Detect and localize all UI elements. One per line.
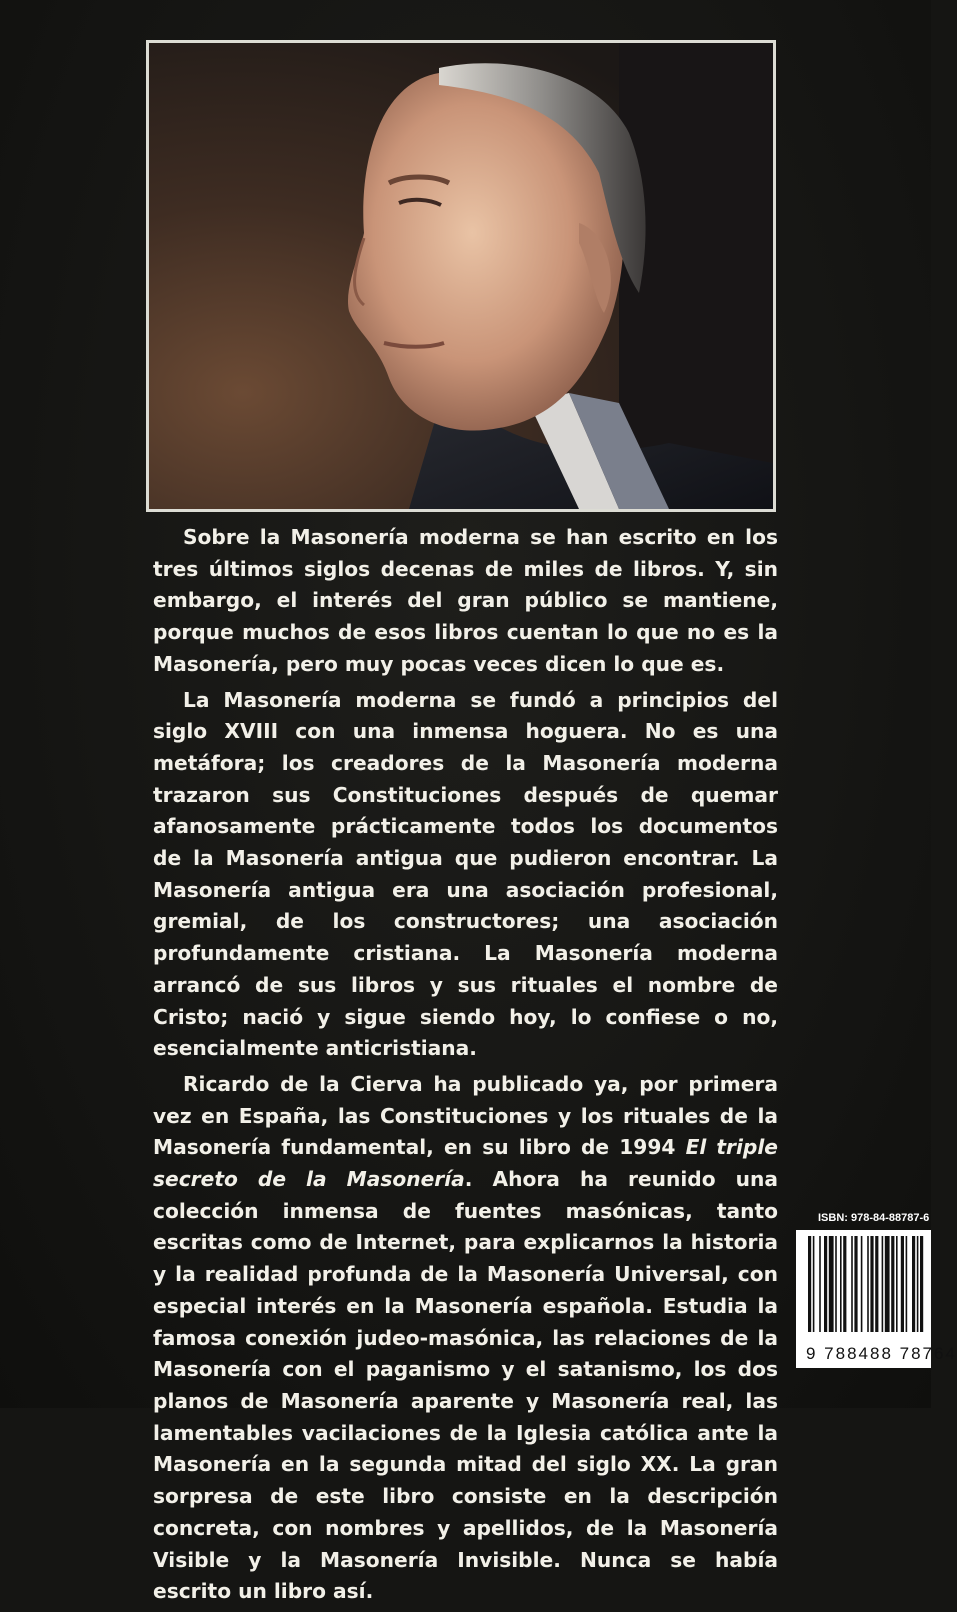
barcode-bar xyxy=(920,1236,923,1332)
barcode-bar xyxy=(875,1236,878,1332)
synopsis-paragraph-1: Sobre la Masonería moderna se han escrito en los tres últimos siglos decenas de miles de libros. Y, sin embargo, el interés del gran público se mantiene, porque muchos de esos libros cuentan lo que no es la Masonería, pero muy pocas veces dicen lo que es. xyxy=(153,525,778,676)
paragraph-3-intro: Ricardo de la Cierva ha publicado ya, por primera vez en España, las Constituciones y los rituales de la Masonería fundamental, en su libro de 1994 xyxy=(153,1071,778,1160)
synopsis-paragraph-2: La Masonería moderna se fundó a principios del siglo XVIII con una inmensa hoguera. No es una metáfora; los creadores de la Masonería moderna trazaron sus Constituciones después de quemar afanosamente prácticamente todos los documentos de la Masonería antigua que pudieron encontrar. La Masonería antigua era una asociación profesional, gremial, de los constructores; una asociación profundamente cristiana. La Masonería moderna arrancó de sus libros y sus rituales el nombre de Cristo; nació y sigue siendo hoy, lo confiese o no, esencialmente anticristiana. xyxy=(153,687,778,1061)
barcode-bars xyxy=(796,1230,931,1340)
barcode-bar xyxy=(891,1236,894,1332)
barcode-bar xyxy=(813,1236,815,1332)
barcode-bar xyxy=(882,1236,884,1332)
isbn-barcode-block xyxy=(796,1212,957,1372)
barcode-bar xyxy=(870,1236,873,1332)
barcode-bar xyxy=(896,1236,898,1332)
barcode-bar xyxy=(824,1236,827,1332)
barcode-bar xyxy=(912,1236,915,1332)
author-photo xyxy=(146,40,776,512)
barcode-bar xyxy=(840,1236,842,1332)
synopsis-paragraph-3 xyxy=(153,1069,778,1608)
barcode-bar xyxy=(867,1236,869,1332)
barcode-digits: 9 788488 78764 xyxy=(806,1344,957,1363)
barcode-bar xyxy=(901,1236,904,1332)
barcode-bar xyxy=(854,1236,857,1332)
barcode-bar xyxy=(808,1236,811,1332)
isbn-label: ISBN: 978-84-88787-6 xyxy=(818,1212,930,1224)
barcode-bar xyxy=(835,1236,837,1332)
barcode-bar xyxy=(829,1236,834,1332)
author-portrait-image xyxy=(149,43,773,509)
barcode-bar xyxy=(906,1236,908,1332)
barcode-bar xyxy=(861,1236,863,1332)
referenced-book-title: El triple secreto de la Masonería xyxy=(153,1135,778,1192)
barcode-bar xyxy=(843,1236,846,1332)
barcode-bar xyxy=(917,1236,919,1332)
barcode-bar xyxy=(851,1236,853,1332)
barcode xyxy=(796,1230,957,1368)
paragraph-3-body: . Ahora ha reunido una colección inmensa de fuentes masónicas, tanto escritas como de Internet, para explicarnos la historia y la realidad profunda de la Masonería Universal, con especial interés en la Masonería española. Estudia la famosa conexión judeo-masónica, las relaciones de la Masonería con el paganismo y el satanismo, los dos planos de Masonería aparente y Masonería real, las lamentables vacilaciones de la Iglesia católica ante la Masonería en la segunda mitad del siglo XX. La gran sorpresa de este libro consiste en la descripción concreta, con nombres y apellidos, de la Masonería Visible y la Masonería Invisible. Nunca se había escrito un libro así. xyxy=(153,1167,778,1604)
synopsis-text xyxy=(153,522,778,1612)
barcode-bar xyxy=(819,1236,821,1332)
barcode-bar xyxy=(885,1236,890,1332)
